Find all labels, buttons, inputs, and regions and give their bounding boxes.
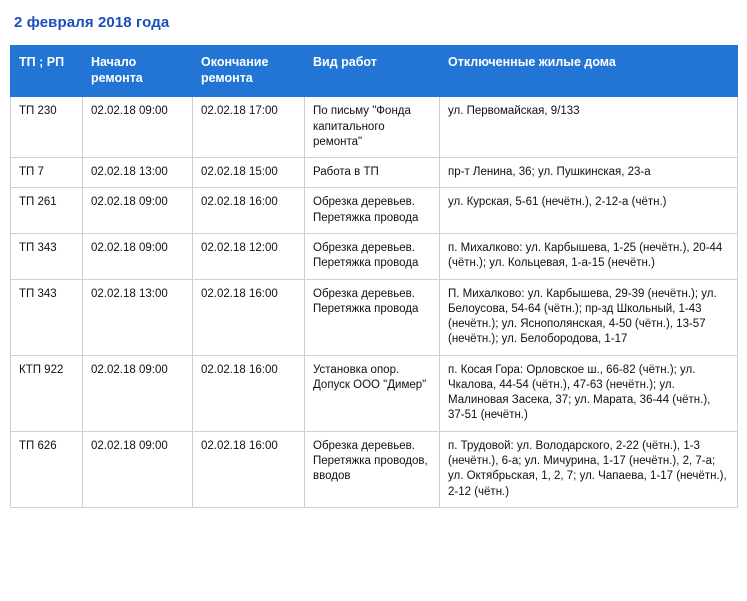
table-body (11, 97, 738, 508)
cell-houses: п. Косая Гора: Орловское ш., 66-82 (чётн.); ул. Чкалова, 44-54 (чётн.), 47-63 (нечётн.); ул. Малиновая Засека, 37; ул. Марата, 36-44 (чётн.), 37-51 (нечётн.) (440, 355, 738, 431)
cell-start: 02.02.18 09:00 (83, 233, 193, 279)
table-row (11, 158, 738, 188)
cell-start: 02.02.18 09:00 (83, 188, 193, 234)
column-header-houses: Отключенные жилые дома (440, 46, 738, 97)
cell-work-type: Работа в ТП (305, 158, 440, 188)
column-header-work-type: Вид работ (305, 46, 440, 97)
cell-houses: п. Трудовой: ул. Володарского, 2-22 (чётн.), 1-3 (нечётн.), 6-а; ул. Мичурина, 1-17 (нечётн.), 2, 7-а; ул. Октябрьская, 1, 2, 7; ул. Чапаева, 1-17 (нечётн.), 2-12 (чётн.) (440, 431, 738, 507)
table-row (11, 431, 738, 507)
cell-tp: ТП 626 (11, 431, 83, 507)
cell-end: 02.02.18 15:00 (193, 158, 305, 188)
cell-tp: ТП 261 (11, 188, 83, 234)
column-header-tp: ТП ; РП (11, 46, 83, 97)
cell-work-type: Обрезка деревьев. Перетяжка провода (305, 233, 440, 279)
column-header-start: Начало ремонта (83, 46, 193, 97)
table-row (11, 233, 738, 279)
cell-end: 02.02.18 12:00 (193, 233, 305, 279)
cell-houses: ул. Первомайская, 9/133 (440, 97, 738, 158)
cell-end: 02.02.18 17:00 (193, 97, 305, 158)
cell-tp: ТП 230 (11, 97, 83, 158)
cell-tp: ТП 343 (11, 279, 83, 355)
cell-tp: ТП 343 (11, 233, 83, 279)
cell-houses: пр-т Ленина, 36; ул. Пушкинская, 23-а (440, 158, 738, 188)
cell-work-type: Обрезка деревьев. Перетяжка проводов, вводов (305, 431, 440, 507)
cell-start: 02.02.18 09:00 (83, 355, 193, 431)
cell-work-type: Обрезка деревьев. Перетяжка провода (305, 279, 440, 355)
cell-end: 02.02.18 16:00 (193, 188, 305, 234)
cell-houses: П. Михалково: ул. Карбышева, 29-39 (нечётн.); ул. Белоусова, 54-64 (чётн.); пр-зд Школьный, 1-43 (нечётн.); ул. Яснополянская, 4-50 (чётн.), 13-57 (нечётн.); ул. Белобородова, 1-17 (440, 279, 738, 355)
cell-end: 02.02.18 16:00 (193, 355, 305, 431)
cell-start: 02.02.18 09:00 (83, 431, 193, 507)
table-row (11, 188, 738, 234)
cell-work-type: Установка опор. Допуск ООО "Димер" (305, 355, 440, 431)
cell-tp: ТП 7 (11, 158, 83, 188)
cell-start: 02.02.18 09:00 (83, 97, 193, 158)
cell-end: 02.02.18 16:00 (193, 431, 305, 507)
table-row (11, 97, 738, 158)
cell-work-type: По письму "Фонда капитального ремонта" (305, 97, 440, 158)
table-header (11, 46, 738, 97)
cell-houses: ул. Курская, 5-61 (нечётн.), 2-12-а (чётн.) (440, 188, 738, 234)
table-row (11, 355, 738, 431)
page-title: 2 февраля 2018 года (14, 14, 170, 31)
cell-work-type: Обрезка деревьев. Перетяжка провода (305, 188, 440, 234)
cell-houses: п. Михалково: ул. Карбышева, 1-25 (нечётн.), 20-44 (чётн.); ул. Кольцевая, 1-а-15 (нечётн.) (440, 233, 738, 279)
cell-end: 02.02.18 16:00 (193, 279, 305, 355)
table-header-row (11, 46, 738, 97)
column-header-end: Окончание ремонта (193, 46, 305, 97)
outage-schedule-table (10, 45, 738, 508)
cell-start: 02.02.18 13:00 (83, 279, 193, 355)
cell-start: 02.02.18 13:00 (83, 158, 193, 188)
table-row (11, 279, 738, 355)
cell-tp: КТП 922 (11, 355, 83, 431)
